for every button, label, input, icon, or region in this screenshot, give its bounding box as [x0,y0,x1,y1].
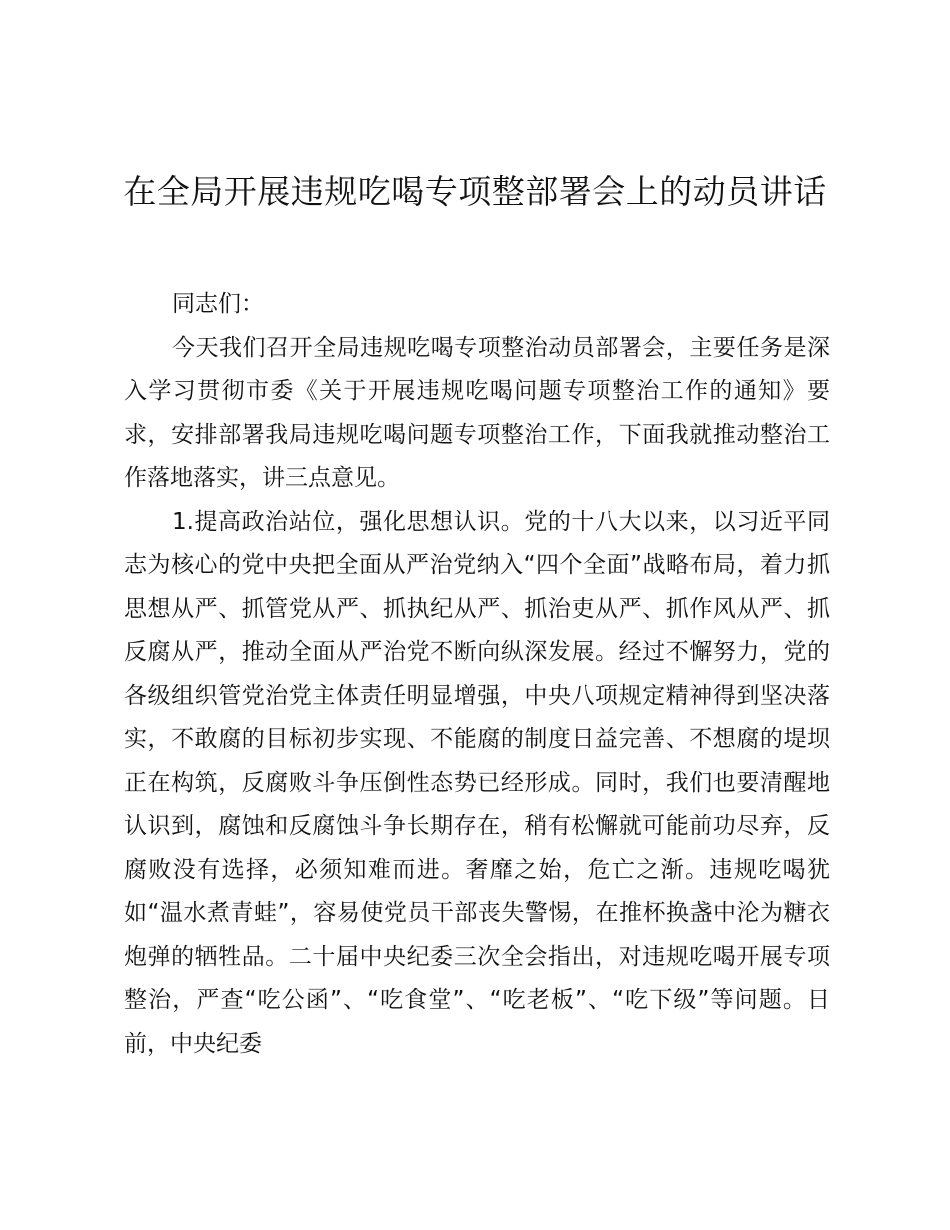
document-title: 在全局开展违规吃喝专项整部署会上的动员讲话 [123,172,827,211]
paragraph-point-1: 1.提高政治站位，强化思想认识。党的十八大以来，以习近平同志为核心的党中央把全面从严治党纳入“四个全面”战略布局，着力抓思想从严、抓管党从严、抓执纪从严、抓治吏从严、抓作风从严、抓反腐从严，推动全面从严治党不断向纵深发展。经过不懈努力，党的各级组织管党治党主体责任明显增强，中央八项规定精神得到坚决落实，不敢腐的目标初步实现、不能腐的制度日益完善、不想腐的堤坝正在构筑，反腐败斗争压倒性态势已经形成。同时，我们也要清醒地认识到，腐蚀和反腐蚀斗争长期存在，稍有松懈就可能前功尽弃，反腐败没有选择，必须知难而进。奢靡之始，危亡之渐。违规吃喝犹如“温水煮青蛙”，容易使党员干部丧失警惕，在推杯换盏中沦为糖衣炮弹的牺牲品。二十届中央纪委三次全会指出，对违规吃喝开展专项整治，严查“吃公函”、“吃食堂”、“吃老板”、“吃下级”等问题。日前，中央纪委 [124,508,830,1057]
document-body [124,283,830,1066]
greeting: 同志们： [172,291,264,317]
paragraph-intro: 今天我们召开全局违规吃喝专项整治动员部署会，主要任务是深入学习贯彻市委《关于开展违规吃喝问题专项整治工作的通知》要求，安排部署我局违规吃喝问题专项整治工作，下面我就推动整治工作落地落实，讲三点意见。 [124,334,830,491]
